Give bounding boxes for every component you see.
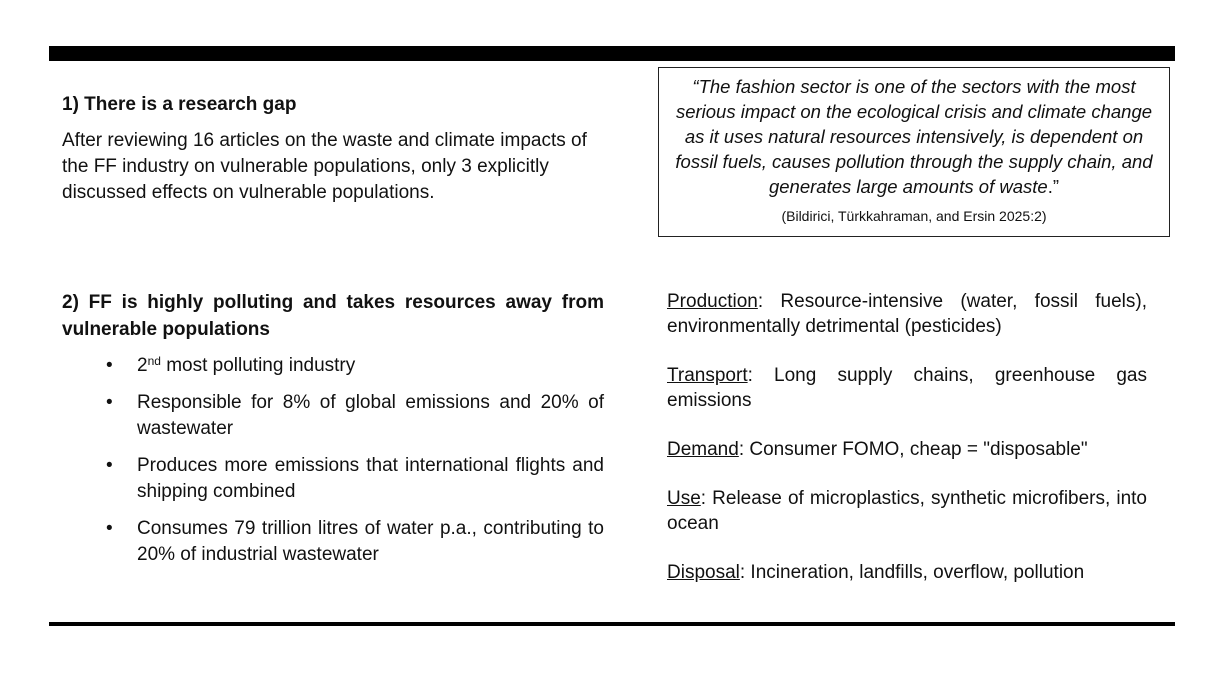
stage-name: Demand [667,439,739,460]
stage-name: Use [667,488,701,509]
polluting-bullet-list [62,353,604,568]
stage-name: Transport [667,365,748,386]
bullet-marker-icon: • [106,455,113,476]
quote-close-mark: .” [1047,176,1059,197]
list-item [62,453,604,505]
quote-open-mark: “ [692,76,699,97]
bullet-superscript: nd [147,354,161,368]
stage-name: Disposal [667,562,740,583]
list-item [62,390,604,442]
bullet-body: most polluting industry [160,355,356,376]
polluting-section [62,289,604,579]
bottom-divider [49,622,1175,626]
stage-disposal [667,560,1147,585]
bullet-text: Responsible for 8% of global emissions and 20% of wastewater [137,392,604,439]
quote-citation: (Bildirici, Türkkahraman, and Ersin 2025:2) [781,208,1047,224]
stage-description: : Release of microplastics, synthetic microfibers, into ocean [667,488,1147,534]
stage-production [667,289,1147,339]
stage-transport [667,363,1147,413]
stage-demand [667,437,1147,462]
bullet-text [137,353,604,379]
bullet-prefix: 2 [137,355,148,376]
bullet-marker-icon: • [106,355,113,376]
research-gap-body: After reviewing 16 articles on the waste and climate impacts of the FF industry on vulnerable populations, only 3 explicitly discussed effects on vulnerable populations. [62,130,587,203]
lifecycle-stages [667,289,1147,609]
bullet-marker-icon: • [106,518,113,539]
stage-description: : Resource-intensive (water, fossil fuels), environmentally detrimental (pesticides) [667,291,1147,337]
list-item [62,516,604,568]
quote-body: The fashion sector is one of the sectors with the most serious impact on the ecological crisis and climate change as it uses natural resources intensively, is dependent on fossil fuels, causes pollution through the supply chain, and generates large amounts of waste [675,76,1153,197]
polluting-heading: 2) FF is highly polluting and takes resources away from vulnerable populations [62,292,604,340]
stage-description: : Consumer FOMO, cheap = "disposable" [738,439,1088,460]
stage-use [667,486,1147,536]
bullet-marker-icon: • [106,392,113,413]
bullet-text: Consumes 79 trillion litres of water p.a., contributing to 20% of industrial wastewater [137,518,604,565]
stage-description: : Long supply chains, greenhouse gas emissions [667,365,1147,411]
stage-name: Production [667,291,758,312]
list-item [62,353,604,379]
quote-box [658,67,1170,237]
research-gap-section [62,91,604,206]
stage-description: : Incineration, landfills, overflow, pollution [739,562,1085,583]
top-header-bar [49,46,1175,61]
bullet-text: Produces more emissions that international flights and shipping combined [137,455,604,502]
quote-text [669,74,1159,199]
research-gap-heading: 1) There is a research gap [62,94,297,115]
